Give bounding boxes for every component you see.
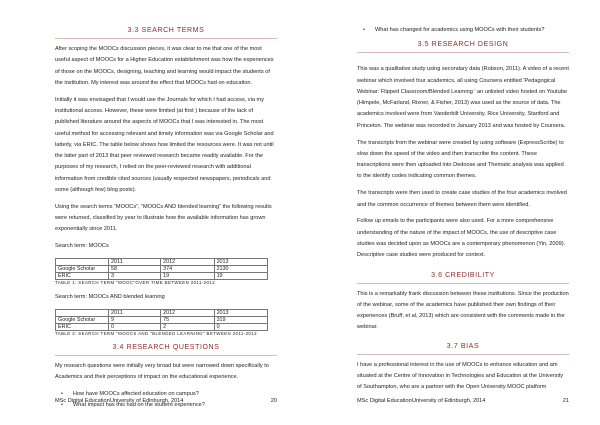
table-cell: 0: [214, 323, 267, 330]
list-item: • What has changed for academics using MOOCs with their students?: [357, 25, 569, 36]
page-footer: [357, 398, 569, 404]
page-20: [55, 0, 277, 425]
research-questions-list-continued: [357, 25, 569, 36]
table-header-row: [56, 309, 268, 316]
paragraph: Follow up emails to the participants were also used. For a more comprehensive understanding of the nature of the impact of MOOCs, the use of descriptive case studies was decided upon as MOOCs are a contemporary phenomenon (Yin, 2009). Descriptive case studies were produced for context.: [357, 218, 566, 259]
section-heading-research-questions: 3.4 RESEARCH QUESTIONS: [55, 343, 277, 356]
table-cell: 2013: [214, 259, 267, 266]
paragraph: I have a professional interest in the use of MOOCs to enhance education and am situated at the Centre of Innovation in Technologies and Education at the University of Southampton, who are a partner with the Open University MOOC platform: [357, 361, 564, 391]
table1-label: Search term: MOOCs: [55, 243, 109, 250]
table2-caption: TABLE 2: SEARCH TERM "MOOCS AND "BLENDED LEARNING" BETWEEN 2011-2012: [55, 330, 257, 336]
page-footer: [55, 398, 277, 404]
paragraph: This was a qualitative study using secondary data (Robson, 2011). A video of a recent webinar which involved four academics, all using Coursera entitled 'Pedagogical Webinar: Flipped Classroom/Blended Learning ' an unlisted video hosted on Youtube (Himpele, McFarland, Rixner, & Fisher, 2013) was used as the source of data. The academics involved were from Vanderbilt University, Rice University, Stanford and Princeton. The webinar was recorded in January 2013 and was hosted by Coursera.: [357, 66, 569, 129]
table-cell: 2130: [214, 266, 267, 273]
section-heading-credibility: 3.6 CREDIBILITY: [357, 271, 569, 284]
footer-course: MSc Digital Education: [357, 398, 412, 404]
table-cell: Google Scholar: [56, 266, 109, 273]
table-cell: 9: [109, 316, 161, 323]
table-cell: ERIC: [56, 273, 109, 280]
paragraph: After scoping the MOOCs discussion pieces, it was clear to me that one of the most useful aspect of MOOCs for a Higher Education establishment was how the experiences of those on the MOOCs, designing, teaching and learning would impact the students of the institution. My interest was around the effect that MOOCs had on education.: [55, 46, 274, 86]
paragraph: The transcripts were then used to create case studies of the four academics involved and the common occurrence of themes between them were identified.: [357, 190, 567, 208]
table-cell: 2011: [109, 259, 161, 266]
table-cell: ERIC: [56, 323, 109, 330]
table-cell: 3: [109, 273, 161, 280]
table2-label: Search term: MOOCs AND blended learning: [55, 294, 165, 301]
table-cell: 2011: [109, 309, 161, 316]
page-number: 20: [270, 398, 277, 404]
paragraph: The transcripts from the webinar were created by using software (ExpressScribe) to slow down the speed of the video and then transcribe the content. These transcriptions were then uploaded into Dedoose and Thematic analysis was applied to the identify codes indicating common themes.: [357, 139, 564, 180]
footer-university: University of Edinburgh, 2014: [412, 398, 486, 404]
table-cell: [56, 309, 109, 316]
page-21: [357, 0, 569, 425]
paragraph: This is a remarkably frank discussion between these institutions. Since the production of the webinar, some of the academics have published their own findings of their experiences (Bruff, et al, 2013) which are consistent with the comments made in the webinar.: [357, 290, 569, 331]
paragraph: Using the search terms “MOOCs”, “MOOCs AND blended learning” the following results were returned, classified by year to illustrate how the available information has grown exponentially since 2011.: [55, 203, 272, 233]
table-cell: 75: [161, 316, 214, 323]
table-cell: 19: [161, 273, 214, 280]
list-item: • How have MOOCs affected education on campus?: [55, 389, 277, 400]
table1-caption: TABLE 1: SEARCH TERM "MOOC"OVER TIME BETWEEN 2011-2012: [55, 280, 216, 286]
footer-university: University of Edinburgh, 2014: [110, 398, 184, 404]
table-row: [56, 316, 268, 323]
table-row: [56, 273, 268, 280]
table-row: [56, 323, 268, 330]
section-heading-research-design: 3.5 RESEARCH DESIGN: [357, 40, 569, 53]
table-cell: 58: [109, 266, 161, 273]
table-row: [56, 266, 268, 273]
page-number: 21: [562, 398, 569, 404]
table-cell: Google Scholar: [56, 316, 109, 323]
table-cell: 2013: [214, 309, 267, 316]
table-header-row: [56, 259, 268, 266]
table-cell: 2012: [161, 259, 214, 266]
table-cell: 374: [161, 266, 214, 273]
table-cell: [56, 259, 109, 266]
section-heading-search-terms: 3.3 SEARCH TERMS: [55, 26, 277, 39]
table-cell: 319: [214, 316, 267, 323]
table-cell: 19: [214, 273, 267, 280]
table-search-moocs: [55, 258, 268, 280]
table-search-moocs-blended: [55, 309, 268, 331]
footer-course: MSc Digital Education: [55, 398, 110, 404]
list-item: • What impact has this had on the student experience?: [55, 400, 277, 411]
table-cell: 2: [161, 323, 214, 330]
table-cell: 2012: [161, 309, 214, 316]
paragraph: My research questions were initially very broad but were narrowed down specifically to Academics and their perceptions of impact on the educational experience.: [55, 362, 269, 381]
paragraph: Initially it was envisaged that I would use the Journals for which I had access, via my institutional access. However, these were limited (at first ) because of the lack of published literature around the aspects of MOOCs that I was interested in. The most useful method for accessing relevant and timely information was via Google Scholar and latterly, via ERIC. The table below shows how limited the resources were. It was not until the latter part of 2013 that peer reviewed research became readily available. For the purposes of my research, I relied on the peer-reviewed research with additional information from credible cited sources (usually respected newspapers, periodicals and some (although few) blog posts).: [55, 96, 274, 194]
table-cell: 0: [109, 323, 161, 330]
section-heading-bias: 3.7 BIAS: [357, 342, 569, 355]
